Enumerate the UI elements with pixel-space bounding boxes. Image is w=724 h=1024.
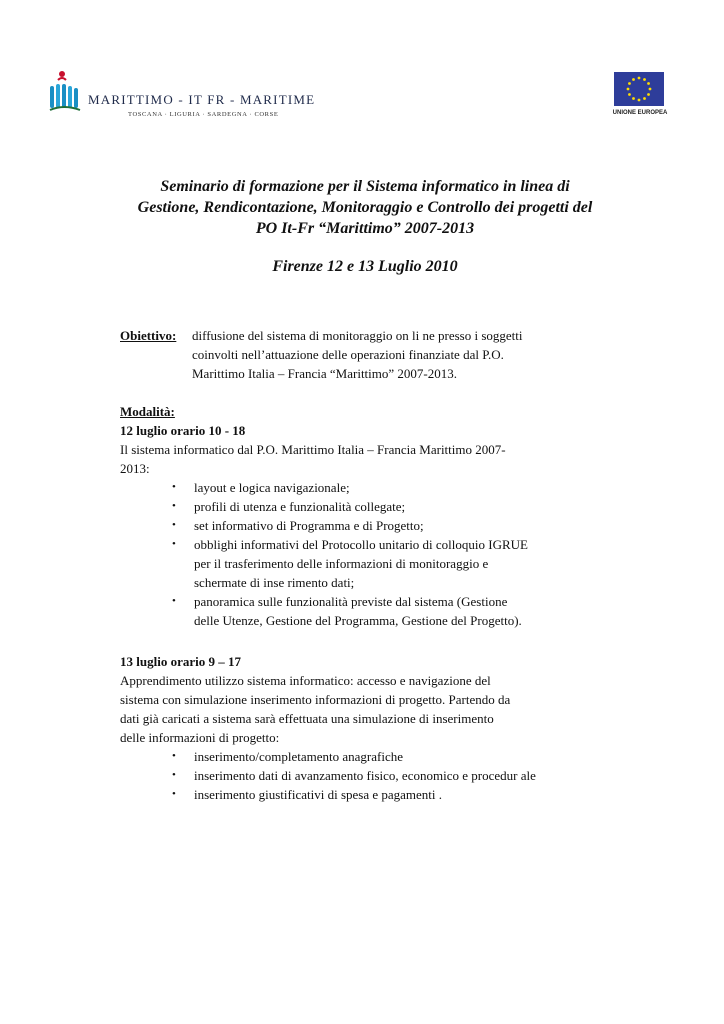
eu-star-icon (638, 99, 641, 102)
day1-bullet-line: profili di utenza e funzionalità collegate; (194, 499, 406, 514)
eu-logo (606, 72, 678, 122)
objective-line-3: Marittimo Italia – Francia “Marittimo” 2007-2013. (192, 366, 457, 381)
day1-bullet-line: obblighi informativi del Protocollo unitario di colloquio IGRUE (194, 537, 528, 552)
day2-intro-line: sistema con simulazione inserimento informazioni di progetto. Partendo da (120, 692, 511, 707)
eu-star-icon (649, 88, 652, 91)
eu-star-icon (647, 93, 650, 96)
bullet-icon: • (172, 750, 176, 762)
day2-heading: 13 luglio orario 9 – 17 (120, 654, 241, 669)
eu-flag-icon (614, 72, 664, 106)
day1-bullet-item (120, 516, 610, 535)
bullet-icon: • (172, 769, 176, 781)
objective-label: Obiettivo: (120, 328, 177, 343)
eu-star-icon (628, 93, 631, 96)
bullet-icon: • (172, 538, 176, 550)
objective-description (192, 326, 604, 383)
modalita-label: Modalità: (120, 404, 175, 419)
title-line-2: Gestione, Rendicontazione, Monitoraggio e Controllo dei progetti del (137, 199, 593, 216)
day1-bullet-line: schermate di inse rimento dati; (194, 575, 355, 590)
bullet-icon: • (172, 519, 176, 531)
day1-bullet-line: delle Utenze, Gestione del Programma, Gestione del Progetto). (194, 613, 522, 628)
day2-bullet-item (120, 766, 610, 785)
day2-section (120, 652, 610, 804)
day1-bullet-item (120, 478, 610, 497)
day2-bullet-list (120, 747, 610, 804)
day2-intro-line: delle informazioni di progetto: (120, 730, 280, 745)
day2-bullet-item (120, 747, 610, 766)
day2-intro (120, 671, 610, 747)
day1-bullet-line: panoramica sulle funzionalità previste dal sistema (Gestione (194, 594, 508, 609)
title-line-1: Seminario di formazione per il Sistema informatico in linea di (160, 178, 570, 195)
bullet-icon: • (172, 481, 176, 493)
day2-bullet-text: inserimento dati di avanzamento fisico, economico e procedur ale (194, 768, 536, 783)
day2-bullet-text: inserimento/completamento anagrafiche (194, 749, 403, 764)
event-date: Firenze 12 e 13 Luglio 2010 (272, 258, 458, 275)
objective-line-2: coinvolti nell’attuazione delle operazioni finanziate dal P.O. (192, 347, 504, 362)
day1-bullet-item (120, 592, 610, 630)
page-title (80, 176, 650, 239)
day1-intro-line-1: Il sistema informatico dal P.O. Marittimo Italia – Francia Marittimo 2007- (120, 442, 506, 457)
eu-star-icon (627, 88, 630, 91)
title-line-3: PO It-Fr “Marittimo” 2007-2013 (255, 220, 475, 237)
logo-subtitle: TOSCANA · LIGURIA · SARDEGNA · CORSE (128, 111, 279, 118)
marittimo-logo (48, 68, 316, 124)
day1-bullet-line: layout e logica navigazionale; (194, 480, 350, 495)
day1-heading: 12 luglio orario 10 - 18 (120, 423, 246, 438)
day1-bullet-item (120, 535, 610, 592)
day1-bullet-list (120, 478, 610, 630)
day1-bullet-item (120, 497, 610, 516)
eu-label: UNIONE EUROPEA (612, 110, 668, 116)
marittimo-logo-mark-icon (48, 68, 88, 116)
eu-star-icon (647, 82, 650, 85)
eu-star-icon (628, 82, 631, 85)
day1-section (120, 402, 610, 630)
day1-bullet-line: per il trasferimento delle informazioni di monitoraggio e (194, 556, 489, 571)
eu-star-icon (638, 77, 641, 80)
eu-star-icon (643, 97, 646, 100)
eu-star-icon (632, 78, 635, 81)
day2-intro-line: dati già caricati a sistema sarà effettuata una simulazione di inserimento (120, 711, 494, 726)
day2-bullet-item (120, 785, 610, 804)
day1-bullet-line: set informativo di Programma e di Progetto; (194, 518, 424, 533)
day2-intro-line: Apprendimento utilizzo sistema informatico: accesso e navigazione del (120, 673, 491, 688)
eu-star-icon (643, 78, 646, 81)
bullet-icon: • (172, 500, 176, 512)
day1-intro-line-2: 2013: (120, 461, 150, 476)
bullet-icon: • (172, 595, 176, 607)
bullet-icon: • (172, 788, 176, 800)
eu-star-icon (632, 97, 635, 100)
objective-line-1: diffusione del sistema di monitoraggio on li ne presso i soggetti (192, 328, 523, 343)
logo-name: MARITTIMO - IT FR - MARITIME (88, 92, 316, 107)
day2-bullet-text: inserimento giustificativi di spesa e pagamenti . (194, 787, 443, 802)
